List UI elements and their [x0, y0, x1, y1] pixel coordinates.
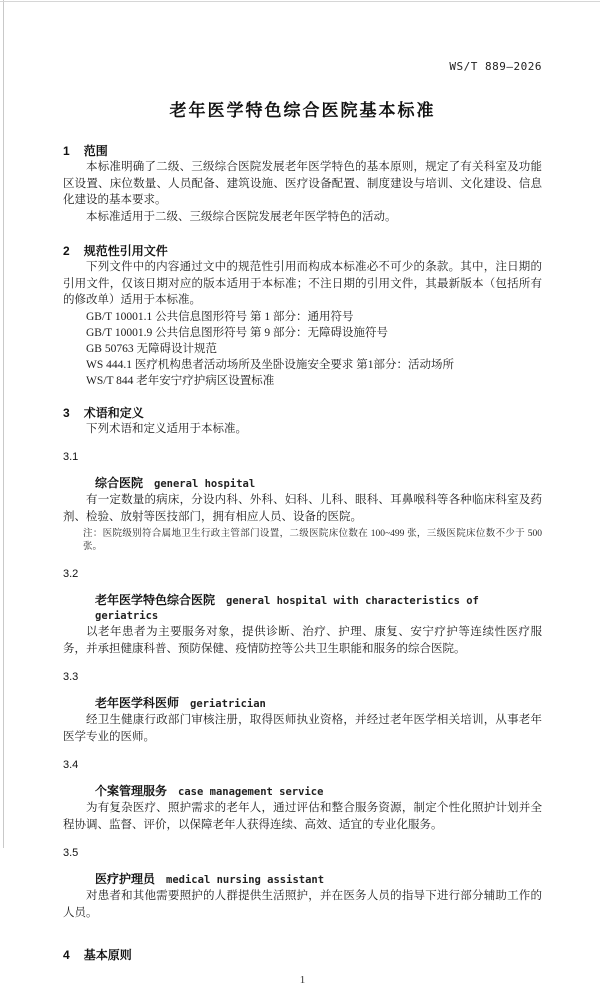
term-3-5-zh: 医疗护理员: [95, 872, 156, 886]
term-3-3-number: 3.3: [63, 671, 79, 683]
term-3-2-title: [95, 593, 542, 623]
term-3-5-title: [95, 872, 542, 887]
section-3-heading: [63, 406, 542, 421]
reference-item: GB/T 10001.1 公共信息图形符号 第 1 部分：通用符号: [86, 310, 354, 323]
term-3-2-definition: 以老年患者为主要服务对象，提供诊断、治疗、护理、康复、安宁疗护等连续性医疗服务，并承担健康科普、预防保健、疫情防控等公共卫生职能和服务的综合医院。: [63, 626, 542, 655]
term-3-3-zh: 老年医学科医师: [95, 696, 180, 710]
scope-paragraph-1: 本标准明确了二级、三级综合医院发展老年医学特色的基本原则，规定了有关科室及功能区设置、床位数量、人员配备、建筑设施、医疗设备配置、制度建设与培训、文化建设、信息化建设的基本要求。: [63, 161, 542, 206]
section-2-title: 规范性引用文件: [83, 244, 168, 258]
standard-code: WS/T 889—2026: [449, 60, 542, 73]
term-3-1-title: [95, 476, 542, 491]
term-3-1-note: 注：医院级别符合属地卫生行政主管部门设置，二级医院床位数在 100~499 张，三级医院床位数不少于 500 张。: [83, 529, 542, 552]
reference-item: WS 444.1 医疗机构患者活动场所及坐卧设施安全要求 第1部分：活动场所: [86, 358, 454, 371]
reference-item: WS/T 844 老年安宁疗护病区设置标准: [86, 374, 275, 387]
term-3-1-zh: 综合医院: [95, 476, 144, 490]
scope-paragraph-2: 本标准适用于二级、三级综合医院发展老年医学特色的活动。: [86, 210, 397, 223]
section-1-title: 范围: [83, 144, 108, 158]
term-3-4-definition: 为有复杂医疗、照护需求的老年人，通过评估和整合服务资源，制定个性化照护计划并全程协调、监督、评价，以保障老年人获得连续、高效、适宜的专业化服务。: [63, 802, 542, 831]
term-3-1-number: 3.1: [63, 451, 79, 463]
reference-list: [63, 309, 542, 389]
term-3-5-definition: 对患者和其他需要照护的人群提供生活照护，并在医务人员的指导下进行部分辅助工作的人员。: [63, 890, 542, 919]
document-title: 老年医学特色综合医院基本标准: [169, 101, 436, 120]
section-3-title: 术语和定义: [83, 405, 144, 420]
scan-edge-top: [0, 1, 600, 2]
term-3-4-number: 3.4: [63, 759, 79, 771]
term-3-4-zh: 个案管理服务: [95, 784, 168, 798]
section-2-heading: [63, 244, 542, 259]
scan-edge-left: [3, 0, 4, 848]
section-4-title: 基本原则: [83, 948, 132, 962]
term-3-2-zh: 老年医学特色综合医院: [95, 593, 216, 607]
section-4-number: 4: [63, 948, 70, 962]
section-1-number: 1: [63, 144, 70, 158]
term-3-1-definition: 有一定数量的病床，分设内科、外科、妇科、儿科、眼科、耳鼻喉科等各种临床科室及药剂、检验、放射等医技部门，拥有相应人员、设备的医院。: [63, 494, 542, 523]
reference-item: GB/T 10001.9 公共信息图形符号 第 9 部分：无障碍设施符号: [86, 326, 388, 339]
term-3-3-title: [95, 696, 542, 711]
term-3-4-title: [95, 784, 542, 799]
term-3-3-en: geriatrician: [190, 698, 266, 710]
reference-item: GB 50763 无障碍设计规范: [86, 342, 217, 355]
term-3-5-number: 3.5: [63, 847, 79, 859]
term-3-2-en: general hospital with characteristics of geriatrics: [95, 595, 479, 622]
page-number: 1: [299, 974, 306, 986]
section-2-number: 2: [63, 244, 70, 258]
term-3-1-en: general hospital: [154, 478, 256, 490]
term-3-4-en: case management service: [178, 786, 324, 798]
term-3-2-number: 3.2: [63, 568, 79, 580]
term-3-3-definition: 经卫生健康行政部门审核注册，取得医师执业资格，并经过老年医学相关培训，从事老年医学专业的医师。: [63, 714, 542, 743]
term-3-5-en: medical nursing assistant: [166, 874, 325, 886]
section-4-heading: [63, 948, 542, 963]
normative-references-paragraph: 下列文件中的内容通过文中的规范性引用而构成本标准必不可少的条款。其中，注日期的引用文件，仅该日期对应的版本适用于本标准；不注日期的引用文件，其最新版本（包括所有的修改单）适用于本标准。: [63, 261, 542, 306]
section-1-heading: [63, 144, 542, 159]
terms-intro: 下列术语和定义适用于本标准。: [86, 422, 247, 435]
section-3-number: 3: [63, 405, 70, 420]
